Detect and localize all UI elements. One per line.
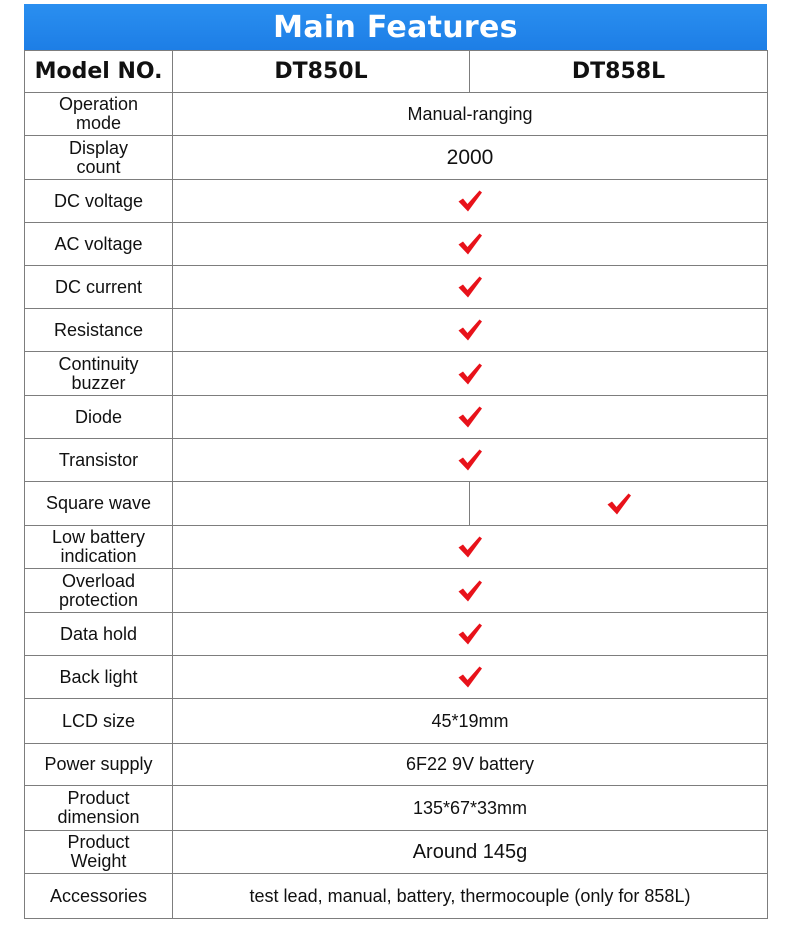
row-label: Square wave [25,482,173,526]
row-label: Display count [25,136,173,180]
checkmark-icon [457,275,483,299]
table-row [25,93,768,136]
table-row [25,569,768,613]
row-value [173,396,768,439]
row-value-dt850l [173,482,470,526]
row-label: Accessories [25,874,173,919]
table-row [25,786,768,831]
table-row [25,831,768,874]
row-label: Product Weight [25,831,173,874]
table-row [25,223,768,266]
row-label: Low battery indication [25,526,173,569]
row-value: Manual-ranging [173,93,768,136]
table-header-row [25,51,768,93]
row-label: Data hold [25,613,173,656]
checkmark-icon [457,362,483,386]
row-label: AC voltage [25,223,173,266]
table-row [25,439,768,482]
checkmark-icon [457,579,483,603]
table-row [25,613,768,656]
checkmark-icon [457,622,483,646]
checkmark-icon [457,665,483,689]
row-value: 135*67*33mm [173,786,768,831]
checkmark-icon [606,492,632,516]
table-row [25,482,768,526]
row-label: Resistance [25,309,173,352]
row-value-dt858l [470,482,768,526]
model-label-header: Model NO. [25,51,173,93]
model-dt850l-header: DT850L [173,51,470,93]
table-row [25,136,768,180]
checkmark-icon [457,535,483,559]
row-label: DC current [25,266,173,309]
row-value [173,223,768,266]
checkmark-icon [457,318,483,342]
row-label: Back light [25,656,173,699]
row-value [173,613,768,656]
table-row [25,526,768,569]
row-value [173,180,768,223]
row-value: 6F22 9V battery [173,744,768,786]
table-row [25,352,768,396]
row-label: Operation mode [25,93,173,136]
page-title: Main Features [24,4,767,50]
row-label: Power supply [25,744,173,786]
row-label: DC voltage [25,180,173,223]
row-label: Continuity buzzer [25,352,173,396]
table-row [25,874,768,919]
checkmark-icon [457,189,483,213]
row-label: LCD size [25,699,173,744]
checkmark-icon [457,448,483,472]
features-table [24,50,768,919]
row-value [173,352,768,396]
row-value [173,569,768,613]
table-row [25,309,768,352]
row-value: test lead, manual, battery, thermocouple (only for 858L) [173,874,768,919]
table-row [25,699,768,744]
row-value [173,656,768,699]
table-row [25,396,768,439]
checkmark-icon [457,405,483,429]
row-label: Diode [25,396,173,439]
row-value [173,309,768,352]
table-row [25,656,768,699]
row-value [173,526,768,569]
checkmark-icon [457,232,483,256]
row-label: Transistor [25,439,173,482]
table-row [25,744,768,786]
table-row [25,266,768,309]
table-row [25,180,768,223]
row-value: 45*19mm [173,699,768,744]
row-label: Overload protection [25,569,173,613]
row-label: Product dimension [25,786,173,831]
row-value: 2000 [173,136,768,180]
row-value [173,266,768,309]
row-value: Around 145g [173,831,768,874]
row-value [173,439,768,482]
model-dt858l-header: DT858L [470,51,768,93]
